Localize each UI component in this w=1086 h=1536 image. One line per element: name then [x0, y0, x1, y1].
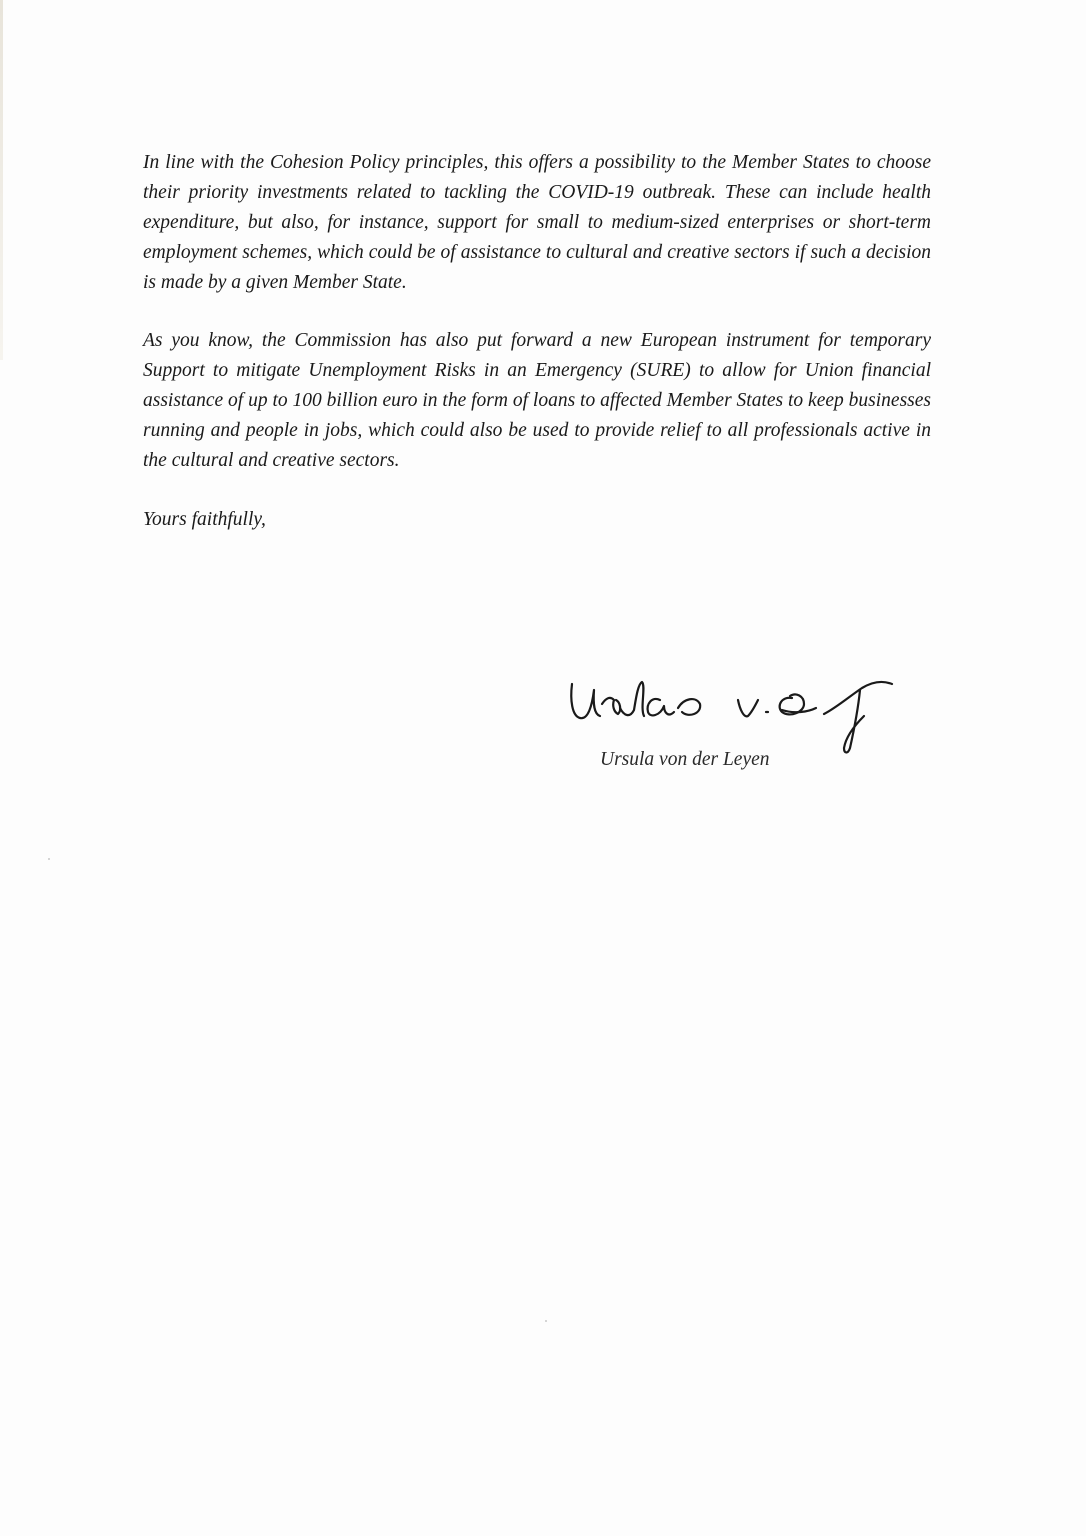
body-paragraph-cohesion-policy: In line with the Cohesion Policy principles, this offers a possibility to the Member States to choose their priority investments related to tackling the COVID-19 outbreak. These can include health expenditure, but also, for instance, support for small to medium-sized enterprises or short-term employment schemes, which could be of assistance to cultural and creative sectors if such a decision is made by a given Member State.	[143, 152, 931, 293]
signer-name: Ursula von der Leyen	[600, 749, 770, 770]
body-paragraph-sure-instrument: As you know, the Commission has also put forward a new European instrument for temporary Support to mitigate Unemployment Risks in an Emergency (SURE) to allow for Union financial assistance of up to 100 billion euro in the form of loans to affected Member States to keep businesses running and people in jobs, which could also be used to provide relief to all professionals active in the cultural and creative sectors.	[143, 330, 931, 471]
closing-salutation: Yours faithfully,	[143, 509, 266, 530]
scan-speck	[48, 858, 50, 860]
scan-edge-mark	[0, 0, 3, 360]
scan-speck	[545, 1320, 547, 1322]
